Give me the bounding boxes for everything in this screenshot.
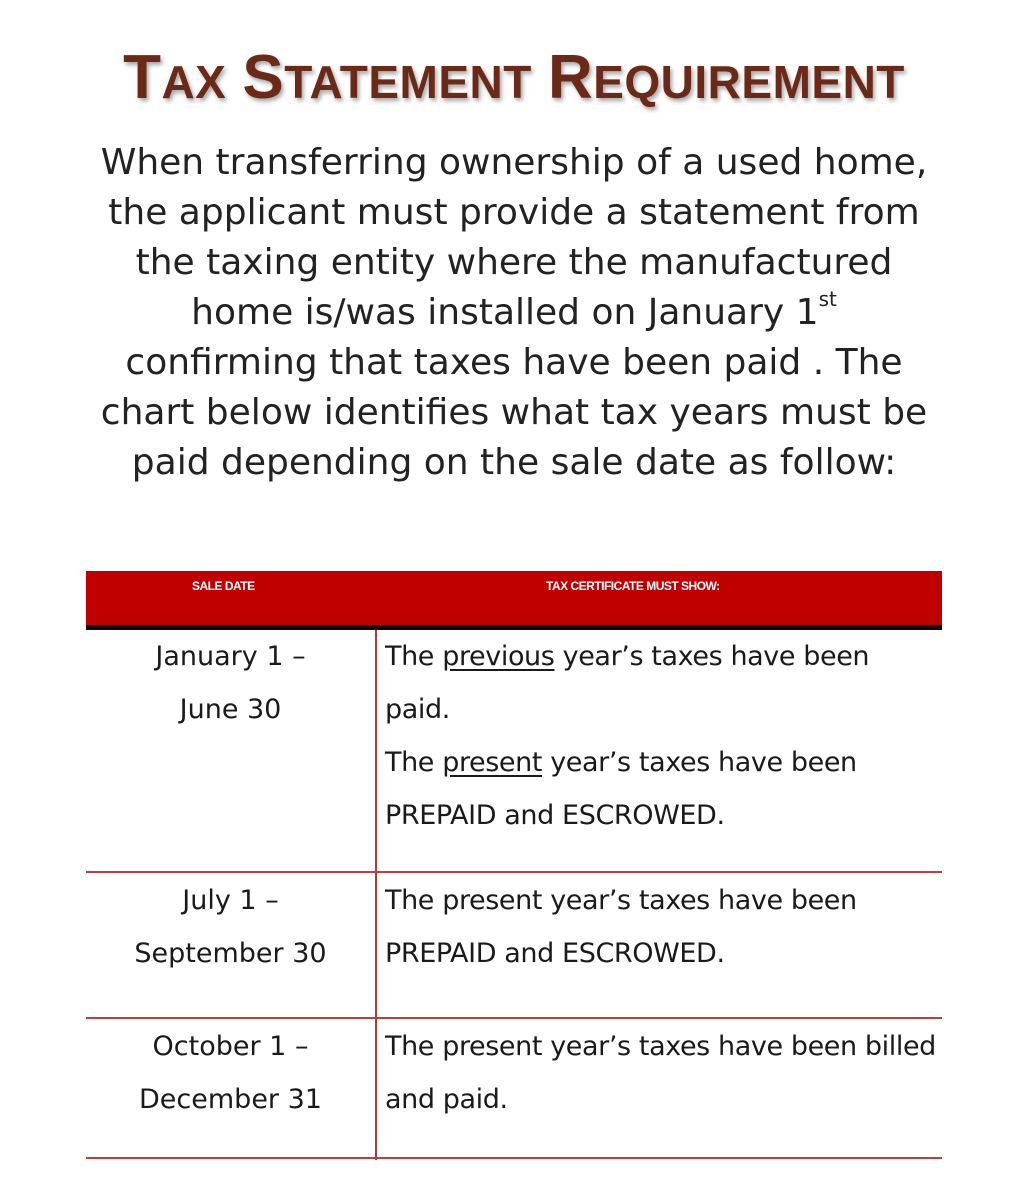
underlined-text: present [442, 747, 543, 778]
intro-text: confirming that taxes have been paid . The chart below identifies what tax years must be paid depending on the sale date as follow: [100, 342, 928, 483]
date-end: September 30 [134, 938, 327, 969]
date-end: December 31 [139, 1084, 322, 1115]
date-end: June 30 [179, 694, 282, 725]
title-initial: S [242, 43, 285, 112]
header-sale-date: SALE DATE [192, 579, 255, 593]
intro-text: When transferring ownership of a used home, the applicant must provide a statement from the taxing entity where the manufactured home is/was installed on January 1 [100, 142, 928, 333]
sale-date-cell [86, 1020, 375, 1126]
sale-date-cell [86, 630, 375, 736]
requirement-cell: The present year’s taxes have been PREPAID and ESCROWED. [385, 885, 857, 969]
page-title [0, 42, 1028, 113]
text: year’s taxes have been PREPAID and ESCROWED. [385, 747, 857, 831]
title-initial: T [123, 43, 162, 112]
text: The [385, 747, 443, 778]
underlined-text: previous [442, 641, 555, 672]
date-start: October 1 – [152, 1031, 309, 1062]
requirement-line [385, 736, 937, 842]
date-start: January 1 – [155, 641, 306, 672]
title-initial: R [547, 43, 594, 112]
text: year’s taxes have been paid. [385, 641, 870, 725]
intro-paragraph [90, 138, 938, 488]
title-rest: EQUIREMENT [593, 56, 905, 108]
row-divider [86, 871, 942, 873]
sale-date-cell [86, 874, 375, 980]
row-divider [86, 1017, 942, 1019]
title-rest: AX [161, 56, 227, 108]
text: The [385, 641, 443, 672]
requirement-cell: The present year’s taxes have been billed and paid. [385, 1031, 936, 1115]
ordinal-suffix: st [818, 287, 837, 311]
header-tax-certificate: TAX CERTIFICATE MUST SHOW: [546, 579, 720, 593]
requirement-line [385, 630, 937, 736]
row-divider [86, 1157, 942, 1159]
date-start: July 1 – [182, 885, 279, 916]
table-header [86, 571, 942, 630]
title-rest: TATEMENT [284, 56, 532, 108]
requirement-cell [385, 630, 937, 842]
column-divider [375, 630, 377, 1160]
